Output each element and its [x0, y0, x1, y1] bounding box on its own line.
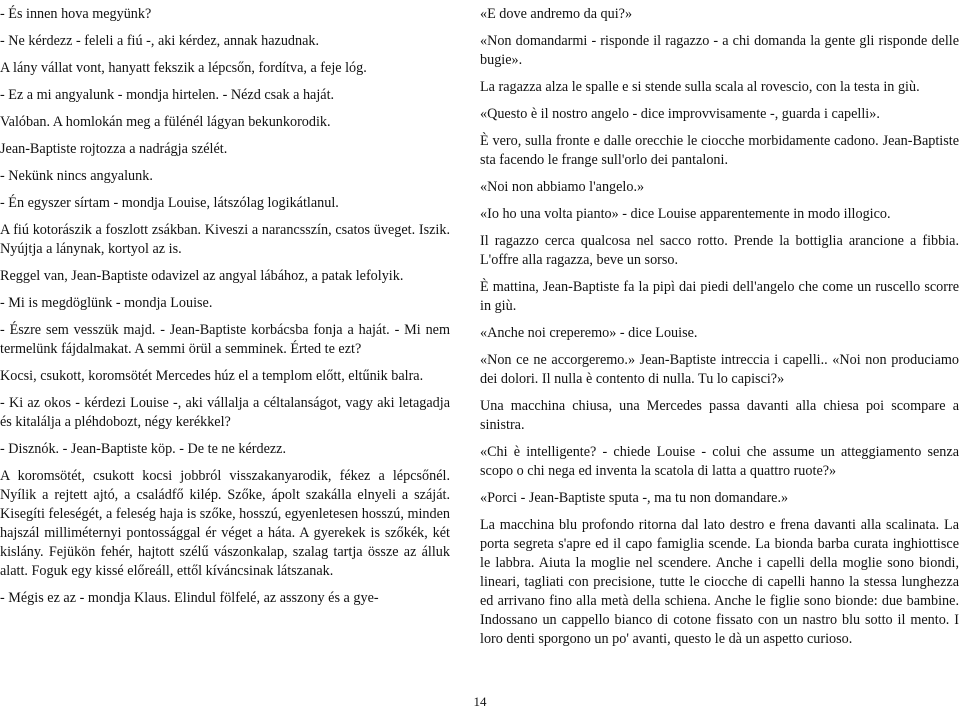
paragraph: - Ki az okos - kérdezi Louise -, aki vállalja a céltalanságot, vagy aki letagadja és kitalálja a pléhdobozt, négy kerékkel? — [0, 395, 450, 430]
paragraph: La ragazza alza le spalle e si stende sulla scala al rovescio, con la testa in giù. — [480, 79, 920, 95]
paragraph: A fiú kotorászik a foszlott zsákban. Kiveszi a narancsszín, csatos üveget. Iszik. Nyújtja a lánynak, kortyol az is. — [0, 222, 450, 257]
paragraph: - Észre sem vesszük majd. - Jean-Baptiste korbácsba fonja a haját. - Mi nem termelünk fájdalmakat. A semmi örül a semminek. Érted te ezt? — [0, 322, 450, 357]
paragraph: Reggel van, Jean-Baptiste odavizel az angyal lábához, a patak lefolyik. — [0, 268, 404, 284]
paragraph: «Noi non abbiamo l'angelo.» — [480, 179, 645, 195]
paragraph: Valóban. A homlokán meg a fülénél lágyan bekunkorodik. — [0, 114, 331, 130]
paragraph: - Én egyszer sírtam - mondja Louise, látszólag logikátlanul. — [0, 195, 339, 211]
paragraph: «Chi è intelligente? - chiede Louise - colui che assume un atteggiamento senza scopo o chi nega ed inventa la scatola di latta a quattro ruote?» — [480, 444, 959, 479]
paragraph: «Io ho una volta pianto» - dice Louise apparentemente in modo illogico. — [480, 206, 891, 222]
paragraph: - Nekünk nincs angyalunk. — [0, 168, 153, 184]
paragraph: È mattina, Jean-Baptiste fa la pipì dai piedi dell'angelo che come un ruscello scorre in giù. — [480, 279, 959, 314]
paragraph: La macchina blu profondo ritorna dal lato destro e frena davanti alla scalinata. La porta segreta s'apre ed il capo famiglia scende. La bionda barba curata inghiottisce le labbra. Aiuta la moglie nel scendere. Anche i capelli della moglie sono biondi, lineari, tagliati con precisione, tutte le ciocche di capelli hanno la stessa lunghezza ed arrivano fino alla metà della schiena. Anche le figlie sono bionde: due bambine. Indossano un cappello bianco di cotone fissato con un nastro blu sotto il mento. I loro denti sporgono un po' avanti, questo le dà un aspetto curioso. — [480, 517, 959, 647]
paragraph: A lány vállat vont, hanyatt fekszik a lépcsőn, fordítva, a feje lóg. — [0, 60, 367, 76]
paragraph: «Anche noi creperemo» - dice Louise. — [480, 325, 698, 341]
paragraph: - Mi is megdöglünk - mondja Louise. — [0, 295, 213, 311]
hungarian-text-column — [0, 5, 450, 616]
italian-text-column — [480, 5, 959, 657]
paragraph: Kocsi, csukott, koromsötét Mercedes húz el a templom előtt, eltűnik balra. — [0, 368, 424, 384]
paragraph: - Ne kérdezz - feleli a fiú -, aki kérdez, annak hazudnak. — [0, 33, 320, 49]
paragraph: Il ragazzo cerca qualcosa nel sacco rotto. Prende la bottiglia arancione a fibbia. L'offre alla ragazza, beve un sorso. — [480, 233, 959, 268]
paragraph: «Porci - Jean-Baptiste sputa -, ma tu non domandare.» — [480, 490, 789, 506]
paragraph: «Non ce ne accorgeremo.» Jean-Baptiste intreccia i capelli.. «Noi non produciamo dei dolori. Il nulla è contento di nulla. Tu lo capisci?» — [480, 352, 959, 387]
paragraph: «Non domandarmi - risponde il ragazzo - a chi domanda la gente gli risponde delle bugie». — [480, 33, 959, 68]
paragraph: Una macchina chiusa, una Mercedes passa davanti alla chiesa poi scompare a sinistra. — [480, 398, 959, 433]
paragraph: - Mégis ez az - mondja Klaus. Elindul fölfelé, az asszony és a gye- — [0, 590, 379, 606]
paragraph: Jean-Baptiste rojtozza a nadrágja szélét. — [0, 141, 228, 157]
page-number: 14 — [473, 694, 487, 709]
paragraph: «Questo è il nostro angelo - dice improvvisamente -, guarda i capelli». — [480, 106, 880, 122]
paragraph: - Disznók. - Jean-Baptiste köp. - De te ne kérdezz. — [0, 441, 287, 457]
paragraph: - És innen hova megyünk? — [0, 6, 152, 22]
paragraph: È vero, sulla fronte e dalle orecchie le ciocche morbidamente cadono. Jean-Baptiste sta facendo le frange sull'orlo dei pantaloni. — [480, 133, 959, 168]
paragraph: - Ez a mi angyalunk - mondja hirtelen. - Nézd csak a haját. — [0, 87, 335, 103]
paragraph: A koromsötét, csukott kocsi jobbról visszakanyarodik, fékez a lépcsőnél. Nyílik a rejtett ajtó, a családfő kilép. Szőke, ápolt szakálla elnyeli a száját. Kisegíti feleségét, a feleség haja is szőke, hosszú, egyenletesen hosszú, minden hajszál milliméternyi pontossággal ér véget a háta. A gyerekek is szőkék, két kislány. Fejükön fehér, hajtott szélű vászonkalap, szalag tartja össze az álluk alatt. Foguk egy kissé előreáll, ettől kíváncsinak látszanak. — [0, 468, 450, 579]
paragraph: «E dove andremo da qui?» — [480, 6, 633, 22]
